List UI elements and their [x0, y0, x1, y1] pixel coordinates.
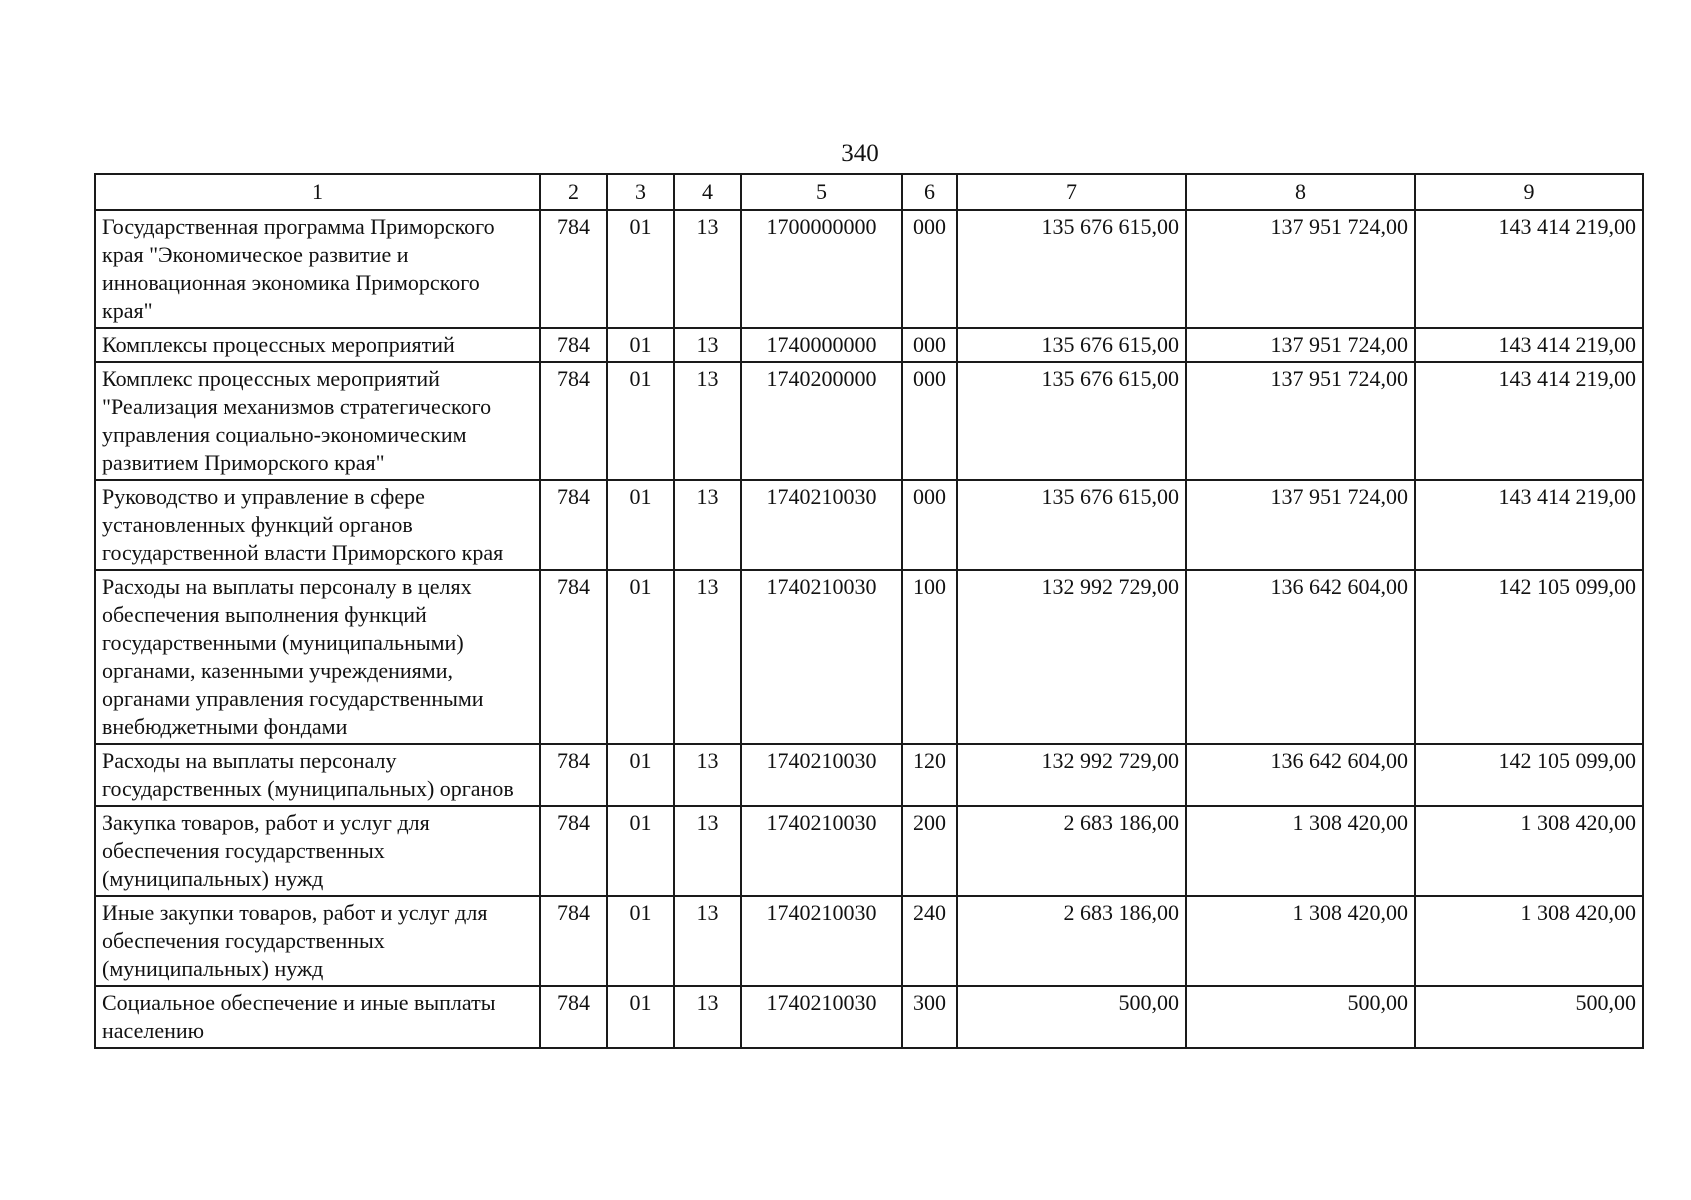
chapter-code: 784	[540, 806, 607, 896]
header-row	[95, 174, 1643, 210]
table-row	[95, 570, 1643, 744]
column-header: 2	[540, 174, 607, 210]
page-number: 340	[841, 140, 879, 167]
subsection-code: 13	[674, 806, 741, 896]
column-header: 9	[1415, 174, 1643, 210]
chapter-code: 784	[540, 986, 607, 1048]
section-code: 01	[607, 210, 674, 328]
target-article-code: 1740210030	[741, 986, 902, 1048]
amount-col-8: 137 951 724,00	[1186, 480, 1415, 570]
subsection-code: 13	[674, 896, 741, 986]
amount-col-7: 2 683 186,00	[957, 896, 1186, 986]
column-header: 6	[902, 174, 957, 210]
target-article-code: 1740210030	[741, 480, 902, 570]
section-code: 01	[607, 986, 674, 1048]
column-header: 1	[95, 174, 540, 210]
amount-col-7: 132 992 729,00	[957, 570, 1186, 744]
amount-col-9: 143 414 219,00	[1415, 480, 1643, 570]
expense-type-code: 300	[902, 986, 957, 1048]
subsection-code: 13	[674, 328, 741, 362]
expense-type-code: 000	[902, 210, 957, 328]
amount-col-7: 135 676 615,00	[957, 362, 1186, 480]
expense-type-code: 100	[902, 570, 957, 744]
amount-col-8: 1 308 420,00	[1186, 806, 1415, 896]
section-code: 01	[607, 328, 674, 362]
table-row	[95, 986, 1643, 1048]
target-article-code: 1740210030	[741, 744, 902, 806]
target-article-code: 1740200000	[741, 362, 902, 480]
chapter-code: 784	[540, 570, 607, 744]
amount-col-8: 136 642 604,00	[1186, 570, 1415, 744]
table-row	[95, 896, 1643, 986]
amount-col-8: 1 308 420,00	[1186, 896, 1415, 986]
expense-type-code: 200	[902, 806, 957, 896]
amount-col-9: 500,00	[1415, 986, 1643, 1048]
amount-col-9: 142 105 099,00	[1415, 570, 1643, 744]
amount-col-8: 500,00	[1186, 986, 1415, 1048]
item-name: Расходы на выплаты персоналу государственных (муниципальных) органов	[95, 744, 540, 806]
subsection-code: 13	[674, 362, 741, 480]
chapter-code: 784	[540, 362, 607, 480]
section-code: 01	[607, 480, 674, 570]
column-header: 3	[607, 174, 674, 210]
item-name: Государственная программа Приморского края "Экономическое развитие и инновационная экономика Приморского края"	[95, 210, 540, 328]
column-header: 4	[674, 174, 741, 210]
budget-table	[94, 173, 1644, 1049]
amount-col-9: 1 308 420,00	[1415, 806, 1643, 896]
column-header: 8	[1186, 174, 1415, 210]
section-code: 01	[607, 744, 674, 806]
item-name: Социальное обеспечение и иные выплаты населению	[95, 986, 540, 1048]
amount-col-9: 143 414 219,00	[1415, 362, 1643, 480]
amount-col-7: 135 676 615,00	[957, 480, 1186, 570]
item-name: Руководство и управление в сфере установленных функций органов государственной власти Приморского края	[95, 480, 540, 570]
table-row	[95, 806, 1643, 896]
chapter-code: 784	[540, 210, 607, 328]
amount-col-8: 136 642 604,00	[1186, 744, 1415, 806]
amount-col-7: 2 683 186,00	[957, 806, 1186, 896]
item-name: Комплексы процессных мероприятий	[95, 328, 540, 362]
amount-col-7: 135 676 615,00	[957, 328, 1186, 362]
amount-col-9: 142 105 099,00	[1415, 744, 1643, 806]
amount-col-7: 132 992 729,00	[957, 744, 1186, 806]
item-name: Иные закупки товаров, работ и услуг для обеспечения государственных (муниципальных) нужд	[95, 896, 540, 986]
amount-col-7: 500,00	[957, 986, 1186, 1048]
table-row	[95, 328, 1643, 362]
target-article-code: 1740000000	[741, 328, 902, 362]
column-header: 7	[957, 174, 1186, 210]
expense-type-code: 000	[902, 480, 957, 570]
amount-col-8: 137 951 724,00	[1186, 210, 1415, 328]
amount-col-9: 143 414 219,00	[1415, 210, 1643, 328]
expense-type-code: 120	[902, 744, 957, 806]
target-article-code: 1700000000	[741, 210, 902, 328]
expense-type-code: 000	[902, 328, 957, 362]
table-row	[95, 744, 1643, 806]
target-article-code: 1740210030	[741, 806, 902, 896]
chapter-code: 784	[540, 744, 607, 806]
subsection-code: 13	[674, 480, 741, 570]
table-row	[95, 362, 1643, 480]
expense-type-code: 240	[902, 896, 957, 986]
chapter-code: 784	[540, 328, 607, 362]
amount-col-8: 137 951 724,00	[1186, 328, 1415, 362]
target-article-code: 1740210030	[741, 896, 902, 986]
item-name: Расходы на выплаты персоналу в целях обеспечения выполнения функций государственными (муниципальными) органами, казенными учреждениями, органами управления государственными внебюджетными фондами	[95, 570, 540, 744]
expense-type-code: 000	[902, 362, 957, 480]
section-code: 01	[607, 806, 674, 896]
item-name: Закупка товаров, работ и услуг для обеспечения государственных (муниципальных) нужд	[95, 806, 540, 896]
target-article-code: 1740210030	[741, 570, 902, 744]
section-code: 01	[607, 896, 674, 986]
amount-col-9: 143 414 219,00	[1415, 328, 1643, 362]
chapter-code: 784	[540, 896, 607, 986]
chapter-code: 784	[540, 480, 607, 570]
column-header: 5	[741, 174, 902, 210]
subsection-code: 13	[674, 986, 741, 1048]
table-row	[95, 480, 1643, 570]
subsection-code: 13	[674, 210, 741, 328]
section-code: 01	[607, 570, 674, 744]
table-row	[95, 210, 1643, 328]
amount-col-8: 137 951 724,00	[1186, 362, 1415, 480]
section-code: 01	[607, 362, 674, 480]
amount-col-9: 1 308 420,00	[1415, 896, 1643, 986]
subsection-code: 13	[674, 570, 741, 744]
subsection-code: 13	[674, 744, 741, 806]
item-name: Комплекс процессных мероприятий "Реализация механизмов стратегического управления социально-экономическим развитием Приморского края"	[95, 362, 540, 480]
amount-col-7: 135 676 615,00	[957, 210, 1186, 328]
